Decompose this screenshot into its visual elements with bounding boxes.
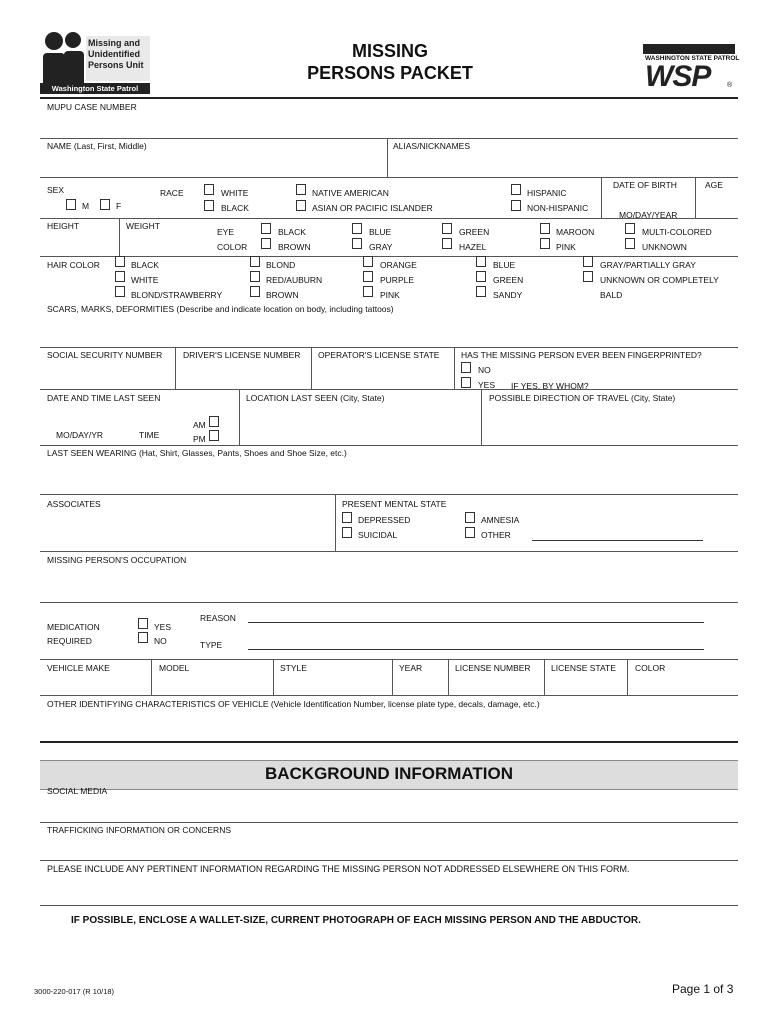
name-field[interactable] — [40, 152, 386, 176]
hispanic-checkbox[interactable] — [511, 184, 521, 195]
location-last-seen-label: LOCATION LAST SEEN (City, State) — [246, 393, 385, 403]
eye-unknown-checkbox[interactable] — [625, 238, 635, 249]
pm-label: PM — [193, 434, 206, 444]
race-asian-label: ASIAN OR PACIFIC ISLANDER — [312, 203, 433, 213]
race-black-label: BLACK — [221, 203, 249, 213]
race-white-checkbox[interactable] — [204, 184, 214, 195]
type-label: TYPE — [200, 640, 223, 650]
date-last-seen-label: DATE AND TIME LAST SEEN — [47, 393, 161, 403]
hair-gray-checkbox[interactable] — [583, 256, 593, 267]
eye-green-checkbox[interactable] — [442, 223, 452, 234]
hair-black-label: BLACK — [131, 260, 159, 270]
required-label: REQUIRED — [47, 636, 92, 646]
operators-license-state-label: OPERATOR'S LICENSE STATE — [318, 350, 440, 360]
occupation-label: MISSING PERSON'S OCCUPATION — [47, 555, 187, 565]
weight-field[interactable] — [120, 232, 200, 255]
hair-unknown-label: UNKNOWN OR COMPLETELY — [600, 275, 719, 285]
hair-green-label: GREEN — [493, 275, 524, 285]
depressed-label: DEPRESSED — [358, 515, 411, 525]
page-number: Page 1 of 3 — [672, 982, 734, 996]
date-last-seen-field[interactable] — [40, 404, 190, 428]
mupu-logo — [40, 31, 150, 95]
vehicle-model-label: MODEL — [159, 663, 190, 673]
ssn-label: SOCIAL SECURITY NUMBER — [47, 350, 163, 360]
vehicle-style-label: STYLE — [280, 663, 307, 673]
fingerprinted-yes-label: YES — [478, 380, 496, 390]
logo-band: Washington State Patrol — [40, 83, 150, 94]
height-field[interactable] — [40, 232, 118, 255]
medication-no-label: NO — [154, 636, 167, 646]
sex-m-label: M — [82, 201, 90, 211]
hair-black-checkbox[interactable] — [115, 256, 125, 267]
hair-blue-label: BLUE — [493, 260, 516, 270]
eye-maroon-label: MAROON — [556, 227, 595, 237]
background-title: BACKGROUND INFORMATION — [264, 764, 514, 783]
hair-blond-checkbox[interactable] — [250, 256, 260, 267]
logo-line-1: Missing and — [88, 38, 141, 48]
occupation-field[interactable] — [40, 566, 738, 601]
fingerprinted-no-label: NO — [478, 365, 491, 375]
eye-pink-label: PINK — [556, 242, 576, 252]
pm-checkbox[interactable] — [209, 430, 219, 441]
medication-no-checkbox[interactable] — [138, 632, 148, 643]
alias-field[interactable] — [388, 152, 738, 176]
other-vehicle-field[interactable] — [40, 710, 738, 740]
hair-gray-label: GRAY/PARTIALLY GRAY — [600, 260, 696, 270]
height-label: HEIGHT — [47, 221, 80, 231]
fingerprinted-no-checkbox[interactable] — [461, 362, 471, 373]
mo-day-yr-label: MO/DAY/YR — [56, 430, 104, 440]
eye-green-label: GREEN — [459, 227, 490, 237]
race-white-label: WHITE — [221, 188, 249, 198]
age-label: AGE — [705, 180, 723, 190]
other-mental-label: OTHER — [481, 530, 511, 540]
last-seen-wearing-field[interactable] — [40, 459, 738, 493]
operators-license-state-field[interactable] — [312, 361, 453, 388]
pertinent-info-field[interactable] — [40, 876, 738, 904]
hair-unknown-bald-checkbox[interactable] — [583, 271, 593, 282]
eye-black-label: BLACK — [278, 227, 306, 237]
hair-blond-strawberry-label: BLOND/STRAWBERRY — [131, 290, 223, 300]
race-native-american-label: NATIVE AMERICAN — [312, 188, 389, 198]
sex-label: SEX — [47, 185, 65, 195]
photograph-note: IF POSSIBLE, ENCLOSE A WALLET-SIZE, CURRENT PHOTOGRAPH OF EACH MISSING PERSON AND THE ABDUCTOR. — [71, 915, 641, 926]
direction-of-travel-label: POSSIBLE DIRECTION OF TRAVEL (City, State) — [489, 393, 676, 403]
medication-yes-checkbox[interactable] — [138, 618, 148, 629]
if-yes-by-whom-label: IF YES, BY WHOM? — [511, 381, 589, 391]
trafficking-label: TRAFFICKING INFORMATION OR CONCERNS — [47, 825, 232, 835]
trafficking-field[interactable] — [40, 836, 738, 859]
hair-purple-checkbox[interactable] — [363, 271, 373, 282]
eye-multi-colored-checkbox[interactable] — [625, 223, 635, 234]
medication-yes-label: YES — [154, 622, 172, 632]
hair-bald-label: BALD — [600, 290, 623, 300]
wsp-letters: WSP — [645, 60, 711, 93]
eye-brown-checkbox[interactable] — [261, 238, 271, 249]
other-vehicle-label: OTHER IDENTIFYING CHARACTERISTICS OF VEHICLE (Vehicle Identification Number, license plate type, decals, damage, etc.) — [47, 699, 540, 709]
last-seen-wearing-label: LAST SEEN WEARING (Hat, Shirt, Glasses, Pants, Shoes and Shoe Size, etc.) — [47, 448, 347, 458]
mental-state-label: PRESENT MENTAL STATE — [342, 499, 447, 509]
hair-blue-checkbox[interactable] — [476, 256, 486, 267]
logo-line-2: Unidentified — [88, 49, 140, 59]
eye-multi-colored-label: MULTI-COLORED — [642, 227, 712, 237]
eye-label: EYE — [217, 227, 235, 237]
page-title-line-1: MISSING — [351, 41, 428, 61]
reason-label: REASON — [200, 613, 236, 623]
pertinent-info-label: PLEASE INCLUDE ANY PERTINENT INFORMATION REGARDING THE MISSING PERSON NOT ADDRESSED ELSEWHERE ON THIS FORM. — [47, 864, 630, 874]
eye-gray-checkbox[interactable] — [352, 238, 362, 249]
drivers-license-field[interactable] — [176, 361, 310, 388]
weight-label: WEIGHT — [126, 221, 160, 231]
eye-maroon-checkbox[interactable] — [540, 223, 550, 234]
license-number-label: LICENSE NUMBER — [455, 663, 531, 673]
vehicle-year-label: YEAR — [399, 663, 423, 673]
other-mental-line[interactable] — [532, 540, 703, 541]
non-hispanic-checkbox[interactable] — [511, 200, 521, 211]
vehicle-color-label: COLOR — [635, 663, 666, 673]
eye-blue-checkbox[interactable] — [352, 223, 362, 234]
wsp-band-text: WASHINGTON STATE PATROL — [645, 55, 740, 62]
reason-line[interactable] — [248, 622, 704, 623]
associates-field[interactable] — [40, 510, 334, 550]
logo-line-3: Persons Unit — [88, 60, 144, 70]
sex-f-checkbox[interactable] — [100, 199, 110, 210]
eye-pink-checkbox[interactable] — [540, 238, 550, 249]
medication-label: MEDICATION — [47, 622, 100, 632]
age-field[interactable] — [696, 191, 738, 217]
registered-mark: ® — [727, 82, 733, 89]
vehicle-make-label: VEHICLE MAKE — [47, 663, 110, 673]
direction-of-travel-field[interactable] — [482, 404, 738, 444]
am-checkbox[interactable] — [209, 416, 219, 427]
eye-gray-label: GRAY — [369, 242, 393, 252]
hair-brown-checkbox[interactable] — [250, 286, 260, 297]
hair-purple-label: PURPLE — [380, 275, 415, 285]
hair-orange-label: ORANGE — [380, 260, 417, 270]
name-label: NAME (Last, First, Middle) — [47, 141, 147, 151]
hair-blond-strawberry-checkbox[interactable] — [115, 286, 125, 297]
sex-f-label: F — [116, 201, 122, 211]
background-section-header — [40, 760, 738, 790]
fingerprinted-label: HAS THE MISSING PERSON EVER BEEN FINGERPRINTED? — [461, 350, 702, 360]
case-number-label: MUPU CASE NUMBER — [47, 102, 137, 112]
ssn-field[interactable] — [40, 361, 174, 388]
hair-pink-checkbox[interactable] — [363, 286, 373, 297]
hair-pink-label: PINK — [380, 290, 400, 300]
type-line[interactable] — [248, 649, 704, 650]
amnesia-label: AMNESIA — [481, 515, 520, 525]
scars-field[interactable] — [40, 315, 738, 346]
hair-red-auburn-checkbox[interactable] — [250, 271, 260, 282]
hair-sandy-checkbox[interactable] — [476, 286, 486, 297]
eye-unknown-label: UNKNOWN — [642, 242, 687, 252]
license-state-label: LICENSE STATE — [551, 663, 616, 673]
eye-hazel-checkbox[interactable] — [442, 238, 452, 249]
eye-black-checkbox[interactable] — [261, 223, 271, 234]
race-black-checkbox[interactable] — [204, 200, 214, 211]
hair-white-label: WHITE — [131, 275, 159, 285]
eye-hazel-label: HAZEL — [459, 242, 487, 252]
eye-blue-label: BLUE — [369, 227, 392, 237]
other-mental-checkbox[interactable] — [465, 527, 475, 538]
hair-blond-label: BLOND — [266, 260, 296, 270]
social-media-label: SOCIAL MEDIA — [47, 786, 108, 796]
drivers-license-label: DRIVER'S LICENSE NUMBER — [183, 350, 301, 360]
race-label: RACE — [160, 188, 184, 198]
alias-label: ALIAS/NICKNAMES — [393, 141, 470, 151]
case-number-field[interactable] — [40, 112, 738, 137]
race-native-american-checkbox[interactable] — [296, 184, 306, 195]
hair-red-auburn-label: RED/AUBURN — [266, 275, 323, 285]
fingerprinted-yes-checkbox[interactable] — [461, 377, 471, 388]
depressed-checkbox[interactable] — [342, 512, 352, 523]
suicidal-checkbox[interactable] — [342, 527, 352, 538]
dob-format-label: MO/DAY/YEAR — [619, 210, 678, 220]
hispanic-label: HISPANIC — [527, 188, 567, 198]
social-media-field[interactable] — [40, 797, 738, 821]
form-number: 3000-220-017 (R 10/18) — [34, 987, 115, 996]
am-label: AM — [193, 420, 206, 430]
race-asian-checkbox[interactable] — [296, 200, 306, 211]
hair-green-checkbox[interactable] — [476, 271, 486, 282]
time-label: TIME — [139, 430, 160, 440]
hair-white-checkbox[interactable] — [115, 271, 125, 282]
dob-label: DATE OF BIRTH — [613, 180, 677, 190]
eye-brown-label: BROWN — [278, 242, 311, 252]
suicidal-label: SUICIDAL — [358, 530, 398, 540]
eye-color-label: COLOR — [217, 242, 248, 252]
hair-orange-checkbox[interactable] — [363, 256, 373, 267]
scars-label: SCARS, MARKS, DEFORMITIES (Describe and indicate location on body, including tattoos) — [47, 304, 394, 314]
location-last-seen-field[interactable] — [240, 404, 480, 444]
page-title-line-2: PERSONS PACKET — [307, 63, 473, 83]
hair-color-label: HAIR COLOR — [47, 260, 100, 270]
wsp-logo — [643, 44, 740, 94]
amnesia-checkbox[interactable] — [465, 512, 475, 523]
non-hispanic-label: NON-HISPANIC — [527, 203, 589, 213]
sex-m-checkbox[interactable] — [66, 199, 76, 210]
dob-field[interactable] — [602, 191, 694, 207]
hair-sandy-label: SANDY — [493, 290, 523, 300]
hair-brown-label: BROWN — [266, 290, 299, 300]
associates-label: ASSOCIATES — [47, 499, 101, 509]
